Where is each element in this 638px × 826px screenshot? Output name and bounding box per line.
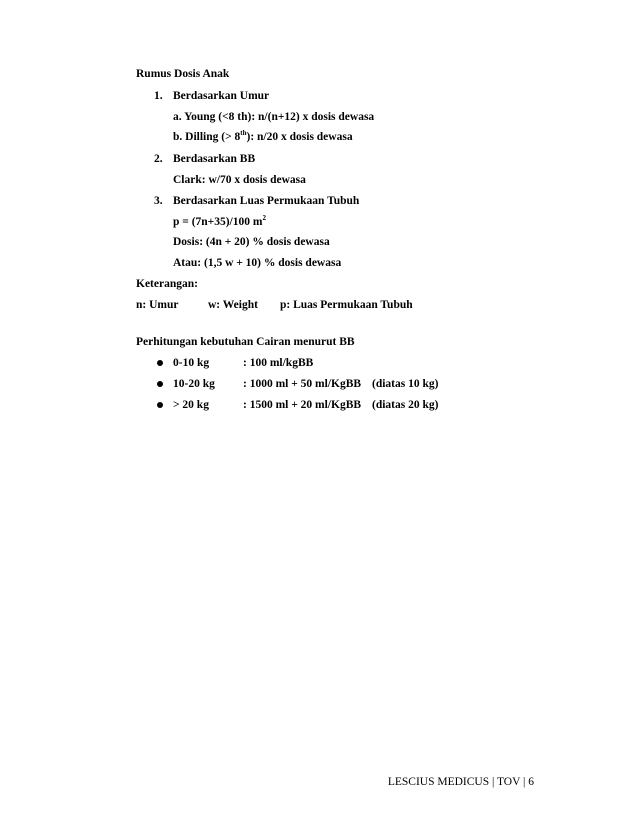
bullet-icon: [157, 381, 163, 387]
keterangan-w: w: Weight: [208, 299, 258, 311]
cairan-range-3: > 20 kg: [173, 399, 209, 411]
list-item-berdasarkan-umur: Berdasarkan Umur: [173, 90, 270, 102]
bullet-icon: [157, 402, 163, 408]
cairan-value-3: : 1500 ml + 20 ml/KgBB: [243, 399, 362, 411]
formula-young: a. Young (<8 th): n/(n+12) x dosis dewasa: [173, 111, 375, 123]
cairan-value-1: : 100 ml/kgBB: [243, 357, 314, 369]
list-number-3: 3.: [154, 195, 163, 207]
formula-dilling-sup: th: [240, 129, 247, 137]
keterangan-title: Keterangan:: [136, 278, 198, 290]
list-number-2: 2.: [154, 153, 163, 165]
formula-dilling-post: ): n/20 x dosis dewasa: [246, 131, 353, 143]
section-title-rumus-dosis-anak: Rumus Dosis Anak: [136, 68, 230, 80]
cairan-value-2: : 1000 ml + 50 ml/KgBB: [243, 378, 362, 390]
cairan-range-2: 10-20 kg: [173, 378, 215, 390]
bullet-icon: [157, 360, 163, 366]
list-item-berdasarkan-bb: Berdasarkan BB: [173, 153, 256, 165]
formula-dosis: Dosis: (4n + 20) % dosis dewasa: [173, 236, 330, 248]
list-item-berdasarkan-luas: Berdasarkan Luas Permukaan Tubuh: [173, 195, 360, 207]
keterangan-n: n: Umur: [136, 299, 179, 311]
cairan-range-1: 0-10 kg: [173, 357, 210, 369]
cairan-note-2: (diatas 10 kg): [372, 378, 439, 390]
formula-dilling-pre: b. Dilling (> 8: [173, 131, 241, 143]
section-title-perhitungan-cairan: Perhitungan kebutuhan Cairan menurut BB: [136, 336, 355, 348]
formula-luas-sup: 2: [262, 214, 266, 222]
keterangan-p: p: Luas Permukaan Tubuh: [280, 299, 413, 311]
list-number-1: 1.: [154, 90, 163, 102]
formula-luas-permukaan: [173, 215, 266, 229]
page-footer: LESCIUS MEDICUS | TOV | 6: [387, 776, 534, 788]
formula-clark: Clark: w/70 x dosis dewasa: [173, 174, 306, 186]
formula-luas-pre: p = (7n+35)/100 m: [173, 216, 263, 228]
cairan-note-3: (diatas 20 kg): [372, 399, 439, 411]
formula-atau: Atau: (1,5 w + 10) % dosis dewasa: [173, 257, 342, 269]
formula-dilling: [173, 130, 353, 144]
